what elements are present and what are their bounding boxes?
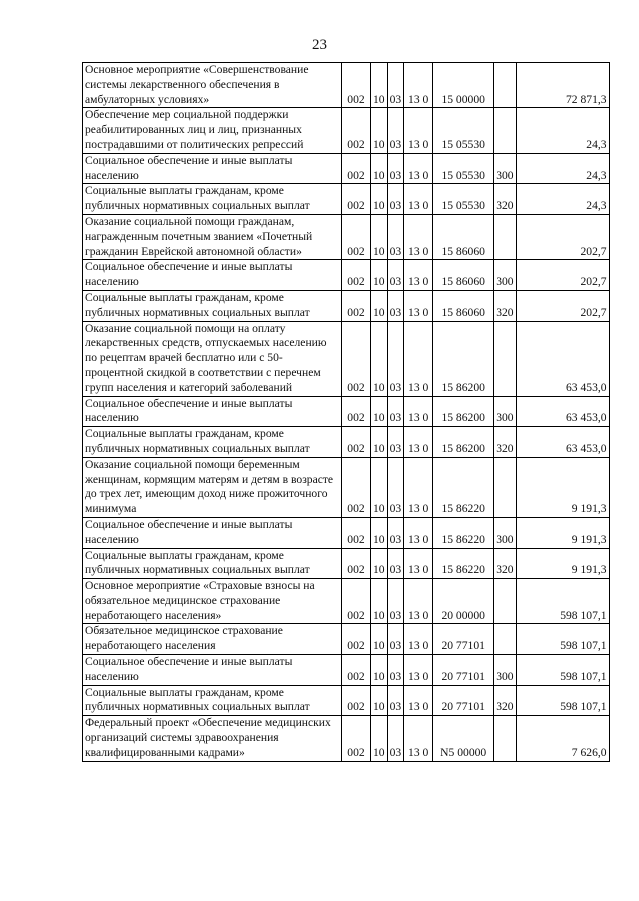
program-code-cell: 13 0 — [404, 517, 433, 548]
section-code-cell: 10 — [371, 214, 388, 259]
subsection-code-cell: 03 — [387, 517, 404, 548]
expense-type-cell: 300 — [494, 260, 516, 291]
subsection-code-cell: 03 — [387, 579, 404, 624]
section-code-cell: 10 — [371, 184, 388, 215]
expense-type-cell — [494, 214, 516, 259]
section-code-cell: 10 — [371, 290, 388, 321]
direction-code-cell: 15 05530 — [433, 184, 494, 215]
expense-type-cell: 300 — [494, 153, 516, 184]
ministry-code-cell: 002 — [342, 108, 371, 153]
table-row — [83, 184, 610, 215]
program-code-cell: 13 0 — [404, 321, 433, 396]
item-name-cell: Обеспечение мер социальной поддержки реабилитированных лиц и лиц, признанных пострадавшими от политических репрессий — [83, 108, 342, 153]
subsection-code-cell: 03 — [387, 716, 404, 761]
subsection-code-cell: 03 — [387, 153, 404, 184]
item-name-cell: Социальные выплаты гражданам, кроме публичных нормативных социальных выплат — [83, 184, 342, 215]
expense-type-cell: 320 — [494, 290, 516, 321]
budget-table-body — [83, 63, 610, 762]
table-row — [83, 427, 610, 458]
direction-code-cell: 20 77101 — [433, 624, 494, 655]
item-name-cell: Социальные выплаты гражданам, кроме публичных нормативных социальных выплат — [83, 548, 342, 579]
subsection-code-cell: 03 — [387, 655, 404, 686]
expense-type-cell: 320 — [494, 427, 516, 458]
ministry-code-cell: 002 — [342, 396, 371, 427]
ministry-code-cell: 002 — [342, 184, 371, 215]
section-code-cell: 10 — [371, 716, 388, 761]
expense-type-cell — [494, 457, 516, 517]
item-name-cell: Основное мероприятие «Страховые взносы на обязательное медицинское страхование неработающего населения» — [83, 579, 342, 624]
amount-cell: 9 191,3 — [516, 457, 609, 517]
subsection-code-cell: 03 — [387, 457, 404, 517]
amount-cell: 63 453,0 — [516, 427, 609, 458]
subsection-code-cell: 03 — [387, 260, 404, 291]
ministry-code-cell: 002 — [342, 427, 371, 458]
item-name-cell: Социальное обеспечение и иные выплаты населению — [83, 260, 342, 291]
ministry-code-cell: 002 — [342, 685, 371, 716]
direction-code-cell: 15 86220 — [433, 517, 494, 548]
direction-code-cell: 20 77101 — [433, 655, 494, 686]
program-code-cell: 13 0 — [404, 457, 433, 517]
amount-cell: 598 107,1 — [516, 624, 609, 655]
amount-cell: 598 107,1 — [516, 655, 609, 686]
direction-code-cell: 15 86220 — [433, 548, 494, 579]
ministry-code-cell: 002 — [342, 260, 371, 291]
amount-cell: 598 107,1 — [516, 579, 609, 624]
section-code-cell: 10 — [371, 321, 388, 396]
table-row — [83, 108, 610, 153]
table-row — [83, 260, 610, 291]
item-name-cell: Обязательное медицинское страхование неработающего населения — [83, 624, 342, 655]
table-row — [83, 63, 610, 108]
subsection-code-cell: 03 — [387, 184, 404, 215]
program-code-cell: 13 0 — [404, 548, 433, 579]
amount-cell: 202,7 — [516, 260, 609, 291]
ministry-code-cell: 002 — [342, 517, 371, 548]
section-code-cell: 10 — [371, 624, 388, 655]
subsection-code-cell: 03 — [387, 321, 404, 396]
ministry-code-cell: 002 — [342, 716, 371, 761]
amount-cell: 72 871,3 — [516, 63, 609, 108]
direction-code-cell: 15 86060 — [433, 290, 494, 321]
expense-type-cell: 300 — [494, 655, 516, 686]
item-name-cell: Социальные выплаты гражданам, кроме публичных нормативных социальных выплат — [83, 427, 342, 458]
table-row — [83, 517, 610, 548]
item-name-cell: Основное мероприятие «Совершенствование системы лекарственного обеспечения в амбулаторных условиях» — [83, 63, 342, 108]
expense-type-cell — [494, 624, 516, 655]
subsection-code-cell: 03 — [387, 290, 404, 321]
section-code-cell: 10 — [371, 457, 388, 517]
direction-code-cell: 15 05530 — [433, 108, 494, 153]
section-code-cell: 10 — [371, 655, 388, 686]
subsection-code-cell: 03 — [387, 624, 404, 655]
table-row — [83, 548, 610, 579]
section-code-cell: 10 — [371, 548, 388, 579]
section-code-cell: 10 — [371, 685, 388, 716]
budget-table — [82, 62, 610, 762]
program-code-cell: 13 0 — [404, 427, 433, 458]
program-code-cell: 13 0 — [404, 108, 433, 153]
table-row — [83, 655, 610, 686]
program-code-cell: 13 0 — [404, 685, 433, 716]
subsection-code-cell: 03 — [387, 685, 404, 716]
program-code-cell: 13 0 — [404, 716, 433, 761]
table-row — [83, 685, 610, 716]
item-name-cell: Социальное обеспечение и иные выплаты населению — [83, 517, 342, 548]
subsection-code-cell: 03 — [387, 108, 404, 153]
program-code-cell: 13 0 — [404, 624, 433, 655]
amount-cell: 9 191,3 — [516, 548, 609, 579]
table-row — [83, 396, 610, 427]
table-row — [83, 624, 610, 655]
program-code-cell: 13 0 — [404, 290, 433, 321]
item-name-cell: Оказание социальной помощи гражданам, награжденным почетным званием «Почетный гражданин Еврейской автономной области» — [83, 214, 342, 259]
expense-type-cell — [494, 321, 516, 396]
amount-cell: 24,3 — [516, 184, 609, 215]
expense-type-cell — [494, 63, 516, 108]
program-code-cell: 13 0 — [404, 396, 433, 427]
ministry-code-cell: 002 — [342, 153, 371, 184]
table-row — [83, 290, 610, 321]
amount-cell: 63 453,0 — [516, 321, 609, 396]
page-number: 23 — [312, 37, 327, 53]
section-code-cell: 10 — [371, 260, 388, 291]
direction-code-cell: N5 00000 — [433, 716, 494, 761]
amount-cell: 63 453,0 — [516, 396, 609, 427]
amount-cell: 598 107,1 — [516, 685, 609, 716]
amount-cell: 202,7 — [516, 290, 609, 321]
direction-code-cell: 15 00000 — [433, 63, 494, 108]
subsection-code-cell: 03 — [387, 63, 404, 108]
expense-type-cell: 300 — [494, 396, 516, 427]
table-row — [83, 153, 610, 184]
item-name-cell: Социальное обеспечение и иные выплаты населению — [83, 655, 342, 686]
subsection-code-cell: 03 — [387, 214, 404, 259]
table-row — [83, 457, 610, 517]
amount-cell: 24,3 — [516, 153, 609, 184]
direction-code-cell: 15 86060 — [433, 260, 494, 291]
expense-type-cell: 320 — [494, 548, 516, 579]
program-code-cell: 13 0 — [404, 153, 433, 184]
ministry-code-cell: 002 — [342, 655, 371, 686]
item-name-cell: Социальные выплаты гражданам, кроме публичных нормативных социальных выплат — [83, 685, 342, 716]
direction-code-cell: 15 86200 — [433, 321, 494, 396]
ministry-code-cell: 002 — [342, 579, 371, 624]
item-name-cell: Федеральный проект «Обеспечение медицинских организаций системы здравоохранения квалифицированными кадрами» — [83, 716, 342, 761]
subsection-code-cell: 03 — [387, 427, 404, 458]
expense-type-cell: 320 — [494, 184, 516, 215]
item-name-cell: Оказание социальной помощи на оплату лекарственных средств, отпускаемых населению по рецептам врачей бесплатно или с 50-процентной скидкой в соответствии с перечнем групп населения и категорий заболеваний — [83, 321, 342, 396]
item-name-cell: Оказание социальной помощи беременным женщинам, кормящим матерям и детям в возрасте до трех лет, имеющим доход ниже прожиточного минимума — [83, 457, 342, 517]
expense-type-cell — [494, 579, 516, 624]
section-code-cell: 10 — [371, 153, 388, 184]
ministry-code-cell: 002 — [342, 321, 371, 396]
direction-code-cell: 15 86200 — [433, 427, 494, 458]
subsection-code-cell: 03 — [387, 396, 404, 427]
table-row — [83, 214, 610, 259]
ministry-code-cell: 002 — [342, 457, 371, 517]
amount-cell: 24,3 — [516, 108, 609, 153]
direction-code-cell: 15 05530 — [433, 153, 494, 184]
program-code-cell: 13 0 — [404, 260, 433, 291]
program-code-cell: 13 0 — [404, 579, 433, 624]
amount-cell: 9 191,3 — [516, 517, 609, 548]
item-name-cell: Социальные выплаты гражданам, кроме публичных нормативных социальных выплат — [83, 290, 342, 321]
table-row — [83, 716, 610, 761]
amount-cell: 202,7 — [516, 214, 609, 259]
direction-code-cell: 15 86060 — [433, 214, 494, 259]
item-name-cell: Социальное обеспечение и иные выплаты населению — [83, 396, 342, 427]
section-code-cell: 10 — [371, 427, 388, 458]
ministry-code-cell: 002 — [342, 548, 371, 579]
expense-type-cell: 320 — [494, 685, 516, 716]
ministry-code-cell: 002 — [342, 624, 371, 655]
ministry-code-cell: 002 — [342, 214, 371, 259]
ministry-code-cell: 002 — [342, 63, 371, 108]
table-row — [83, 579, 610, 624]
ministry-code-cell: 002 — [342, 290, 371, 321]
program-code-cell: 13 0 — [404, 184, 433, 215]
program-code-cell: 13 0 — [404, 214, 433, 259]
program-code-cell: 13 0 — [404, 63, 433, 108]
direction-code-cell: 15 86200 — [433, 396, 494, 427]
table-row — [83, 321, 610, 396]
expense-type-cell — [494, 716, 516, 761]
section-code-cell: 10 — [371, 108, 388, 153]
program-code-cell: 13 0 — [404, 655, 433, 686]
section-code-cell: 10 — [371, 517, 388, 548]
section-code-cell: 10 — [371, 396, 388, 427]
expense-type-cell — [494, 108, 516, 153]
direction-code-cell: 20 00000 — [433, 579, 494, 624]
section-code-cell: 10 — [371, 63, 388, 108]
expense-type-cell: 300 — [494, 517, 516, 548]
direction-code-cell: 15 86220 — [433, 457, 494, 517]
section-code-cell: 10 — [371, 579, 388, 624]
direction-code-cell: 20 77101 — [433, 685, 494, 716]
item-name-cell: Социальное обеспечение и иные выплаты населению — [83, 153, 342, 184]
subsection-code-cell: 03 — [387, 548, 404, 579]
amount-cell: 7 626,0 — [516, 716, 609, 761]
